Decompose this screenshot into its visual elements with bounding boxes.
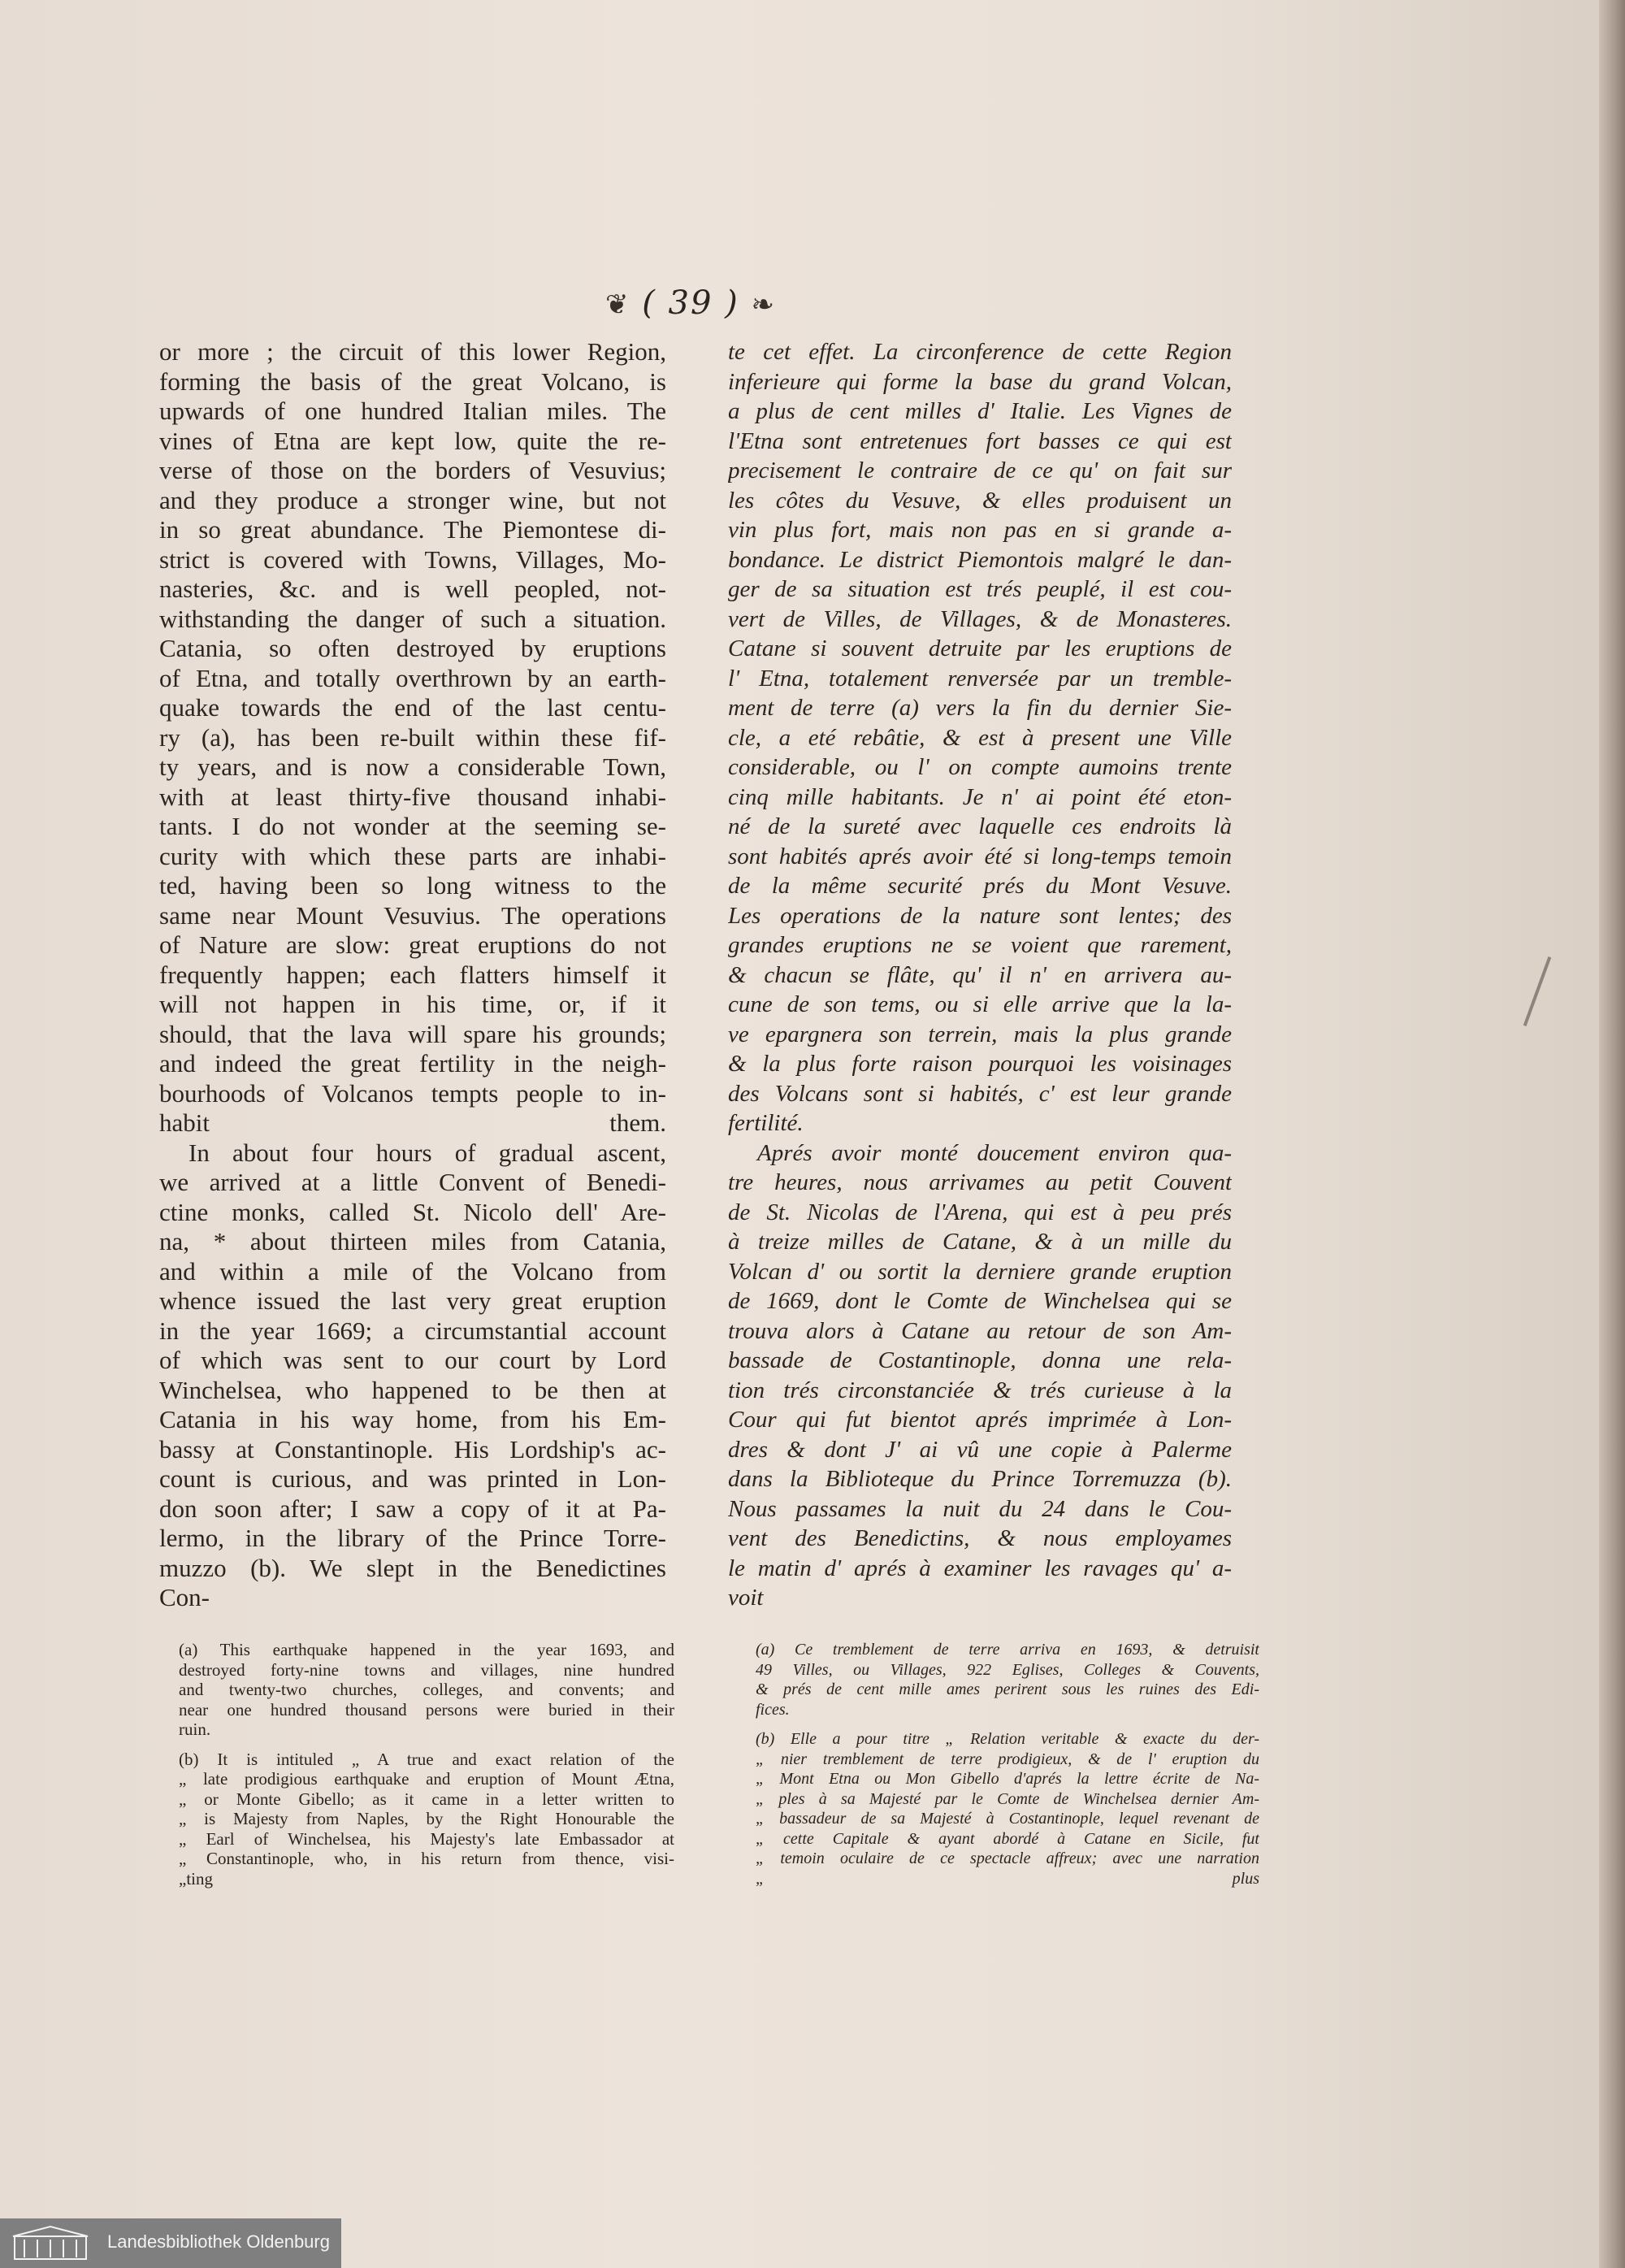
french-text-line: tion trés circonstanciée & trés curieuse à la <box>728 1377 1232 1403</box>
english-text-line: of Nature are slow: great eruptions do not <box>159 930 666 959</box>
english-text-line: same near Mount Vesuvius. The operations <box>159 900 666 930</box>
footnote-line: „ Constantinople, who, in his return from thence, visi- <box>179 1849 674 1868</box>
footnote-line: ruin. <box>179 1719 211 1739</box>
french-text-line: Nous passames la nuit du 24 dans le Cou- <box>728 1495 1232 1522</box>
english-column <box>159 337 666 1613</box>
english-text-line: upwards of one hundred Italian miles. The <box>159 397 666 425</box>
french-text-line: & la plus forte raison pourquoi les voisinages <box>728 1051 1232 1077</box>
english-text-line: Con- <box>159 1583 210 1611</box>
french-text-line: l'Etna sont entretenues fort basses ce qui est <box>728 427 1232 454</box>
footnote-line: „ is Majesty from Naples, by the Right Honourable the <box>179 1809 674 1828</box>
french-text-line: inferieure qui forme la base du grand Volcan, <box>728 368 1232 395</box>
french-footnotes <box>756 1640 1259 1889</box>
french-text-line: voit <box>728 1585 764 1611</box>
french-text-line: ve epargnera son terrein, mais la plus grande <box>728 1021 1232 1047</box>
english-text-line: whence issued the last very great eruption <box>159 1286 666 1315</box>
french-text-line: considerable, ou l' on compte aumoins trente <box>728 754 1232 780</box>
english-text-line: ty years, and is now a considerable Town, <box>159 752 666 781</box>
library-building-icon <box>10 2225 91 2262</box>
french-text-line: de 1669, dont le Comte de Winchelsea qui se <box>728 1288 1232 1314</box>
french-text-line: Les operations de la nature sont lentes; des <box>728 902 1232 929</box>
english-text-line: bourhoods of Volcanos tempts people to in- <box>159 1078 666 1108</box>
english-text-line: in the year 1669; a circumstantial account <box>159 1316 666 1345</box>
english-text-line: na, * about thirteen miles from Catania, <box>159 1227 666 1255</box>
french-text-line: tre heures, nous arrivames au petit Couvent <box>728 1169 1232 1195</box>
french-text-line: Volcan d' ou sortit la derniere grande eruption <box>728 1258 1232 1285</box>
english-text-line: Winchelsea, who happened to be then at <box>159 1375 666 1404</box>
page-number <box>585 284 796 333</box>
footnote-line: „ temoin oculaire de ce spectacle affreux; avec une narration <box>756 1850 1259 1867</box>
english-text-line: curity with which these parts are inhabi- <box>159 841 666 870</box>
english-text-line: or more ; the circuit of this lower Region, <box>159 337 666 366</box>
french-text-line: grandes eruptions ne se voient que rarement, <box>728 932 1232 958</box>
footnote-line: 49 Villes, ou Villages, 922 Eglises, Colleges & Couvents, <box>756 1660 1259 1679</box>
english-text-line: quake towards the end of the last centu- <box>159 693 666 722</box>
french-text-line: cle, a eté rebâtie, & est à present une Ville <box>728 724 1232 751</box>
english-text-line: withstanding the danger of such a situation. <box>159 604 666 633</box>
french-text-line: fertilité. <box>728 1110 804 1136</box>
french-text-line: vent des Benedictins, & nous employames <box>728 1525 1232 1551</box>
french-text-line: dres & dont J' ai vû une copie à Palerme <box>728 1436 1232 1463</box>
footnote-line: „ Earl of Winchelsea, his Majesty's late Embassador at <box>179 1828 674 1849</box>
english-text-line: of Etna, and totally overthrown by an earth- <box>159 663 666 692</box>
english-text-line: Catania in his way home, from his Em- <box>159 1405 666 1433</box>
english-text-line: ted, having been so long witness to the <box>159 871 666 900</box>
english-text-line: will not happen in his time, or, if it <box>159 990 666 1018</box>
french-text-line: ment de terre (a) vers la fin du dernier Sie- <box>728 695 1232 721</box>
english-text-line: with at least thirty-five thousand inhabi- <box>159 782 666 811</box>
english-text-line: lermo, in the library of the Prince Torre- <box>159 1524 666 1552</box>
footnote-line: (b) It is intituled „ A true and exact relation of the <box>179 1749 674 1769</box>
english-text-line: count is curious, and was printed in Lon- <box>159 1464 666 1493</box>
english-text-line: forming the basis of the great Volcano, is <box>159 366 666 396</box>
page-edge-shadow <box>1599 0 1625 2268</box>
french-text-line: a plus de cent milles d' Italie. Les Vignes de <box>728 398 1232 424</box>
french-text-line: te cet effet. La circonference de cette Region <box>728 339 1232 365</box>
french-text-line: dans la Biblioteque du Prince Torremuzza (b). <box>728 1466 1232 1492</box>
footnote-line: „ late prodigious earthquake and eruption of Mount Ætna, <box>179 1769 674 1789</box>
english-text-line: frequently happen; each flatters himself it <box>159 960 666 989</box>
library-name: Landesbibliothek Oldenburg <box>107 2231 330 2252</box>
french-text-line: Aprés avoir monté doucement environ qua- <box>757 1139 1232 1166</box>
english-text-line: verse of those on the borders of Vesuvius; <box>159 456 666 484</box>
french-text-line: & chacun se flâte, qu' il n' en arrivera au- <box>728 961 1232 988</box>
footnote-line: destroyed forty-nine towns and villages, nine hundred <box>179 1659 674 1680</box>
footnote-line: „ plus <box>756 1869 1259 1888</box>
footnote-line: fices. <box>756 1700 790 1719</box>
french-text-line: des Volcans sont si habités, c' est leur grande <box>728 1080 1232 1107</box>
french-text-line: precisement le contraire de ce qu' on fait sur <box>728 458 1232 484</box>
footnote-line: „ cette Capitale & ayant abordé à Catane en Sicile, fut <box>756 1829 1259 1848</box>
french-text-line: sont habités aprés avoir été si long-temps temoin <box>728 843 1232 869</box>
footnote-line: and twenty-two churches, colleges, and convents; and <box>179 1680 674 1699</box>
footnote-gap <box>756 1719 1259 1729</box>
english-text-line: don soon after; I saw a copy of it at Pa- <box>159 1494 666 1523</box>
french-text-line: trouva alors à Catane au retour de son Am- <box>728 1317 1232 1344</box>
english-text-line: and indeed the great fertility in the neigh- <box>159 1049 666 1078</box>
french-text-line: vin plus fort, mais non pas en si grande a- <box>728 517 1232 543</box>
footnote-line: (a) Ce tremblement de terre arriva en 1693, & detruisit <box>756 1641 1259 1659</box>
footnote-line: „ting <box>179 1868 213 1889</box>
english-text-line: ctine monks, called St. Nicolo dell' Are- <box>159 1197 666 1226</box>
footnote-line: (b) Elle a pour titre „ Relation veritable & exacte du der- <box>756 1730 1259 1748</box>
footnote-line: „ or Monte Gibello; as it came in a letter written to <box>179 1789 674 1809</box>
french-text-line: les côtes du Vesuve, & elles produisent un <box>728 487 1232 514</box>
footnote-line: „ nier tremblement de terre prodigieux, & de l' eruption du <box>756 1750 1259 1768</box>
library-stamp <box>0 2218 341 2268</box>
french-text-line: de St. Nicolas de l'Arena, qui est à peu prés <box>728 1199 1232 1225</box>
english-text-line: In about four hours of gradual ascent, <box>188 1138 666 1167</box>
english-text-line: and within a mile of the Volcano from <box>159 1256 666 1286</box>
english-text-line: of which was sent to our court by Lord <box>159 1346 666 1374</box>
french-text-line: de la même securité prés du Mont Vesuve. <box>728 873 1232 899</box>
french-text-line: cinq mille habitants. Je n' ai point été eton- <box>728 783 1232 810</box>
footnote-line: & prés de cent mille ames perirent sous les ruines des Edi- <box>756 1680 1259 1698</box>
english-text-line: strict is covered with Towns, Villages, Mo- <box>159 544 666 574</box>
french-text-line: Cour qui fut bientot aprés imprimée à Lon- <box>728 1407 1232 1433</box>
french-text-line: l' Etna, totalement renversée par un tremble- <box>728 665 1232 692</box>
french-text-line: bondance. Le district Piemontois malgré le dan- <box>728 546 1232 573</box>
french-text-line: bassade de Costantinople, donna une rela- <box>728 1347 1232 1373</box>
footnote-line: „ Mont Etna ou Mon Gibello d'aprés la lettre écrite de Na- <box>756 1770 1259 1788</box>
english-text-line: in so great abundance. The Piemontese di- <box>159 515 666 544</box>
english-text-line: bassy at Constantinople. His Lordship's ac- <box>159 1434 666 1464</box>
english-text-line: tants. I do not wonder at the seeming se- <box>159 812 666 840</box>
footnote-line: (a) This earthquake happened in the year 1693, and <box>179 1640 674 1659</box>
footnote-line: near one hundred thousand persons were buried in their <box>179 1699 674 1719</box>
french-text-line: ger de sa situation est trés peuplé, il est cou- <box>728 576 1232 602</box>
english-text-line: vines of Etna are kept low, quite the re- <box>159 426 666 455</box>
page-number-text: ( 39 ) <box>642 284 739 322</box>
french-text-line: né de la sureté avec laquelle ces endroits là <box>728 813 1232 839</box>
english-text-line: muzzo (b). We slept in the Benedictines <box>159 1553 666 1582</box>
english-text-line: and they produce a stronger wine, but not <box>159 485 666 514</box>
french-text-line: cune de son tems, ou si elle arrive que la la- <box>728 991 1232 1017</box>
english-text-line: nasteries, &c. and is well peopled, not- <box>159 575 666 603</box>
english-text-line: we arrived at a little Convent of Benedi- <box>159 1168 666 1196</box>
french-text-line: vert de Villes, de Villages, & de Monasteres. <box>728 605 1232 632</box>
french-text-line: à treize milles de Catane, & à un mille du <box>728 1229 1232 1255</box>
right-fleuron-icon: ❧ <box>751 288 776 321</box>
french-text-line: Catane si souvent detruite par les eruptions de <box>728 635 1232 661</box>
english-text-line: Catania, so often destroyed by eruptions <box>159 634 666 662</box>
french-column <box>728 337 1232 1613</box>
footnote-gap <box>179 1740 674 1750</box>
french-text-line: le matin d' aprés à examiner les ravages qu' a- <box>728 1555 1232 1581</box>
footnote-line: „ ples à sa Majesté par le Comte de Winchelsea dernier Am- <box>756 1789 1259 1808</box>
english-text-line: should, that the lava will spare his grounds; <box>159 1019 666 1048</box>
english-footnotes <box>179 1640 674 1889</box>
left-fleuron-icon: ❦ <box>605 288 630 321</box>
english-text-line: habit them. <box>159 1108 666 1137</box>
english-text-line: ry (a), has been re-built within these fif- <box>159 722 666 752</box>
footnote-line: „ bassadeur de sa Majesté à Costantinople, lequel revenant de <box>756 1810 1259 1828</box>
